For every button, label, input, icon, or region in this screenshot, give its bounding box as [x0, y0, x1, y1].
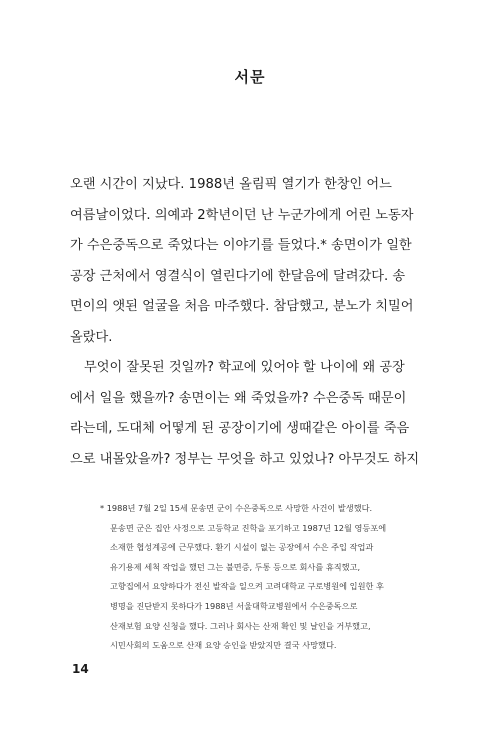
page-number: 14	[72, 662, 89, 676]
footnote	[100, 499, 410, 656]
footnote-line: * 1988년 7월 2일 15세 문송면 군이 수은중독으로 사망한 사건이 발생했다.	[100, 503, 373, 513]
text-line: 무엇이 잘못된 것일까? 학교에 있어야 할 나이에 왜 공장	[84, 360, 405, 375]
text-line: 여름날이었다. 의예과 2학년이던 난 누군가에게 어린 노동자	[70, 207, 414, 223]
footnote-line: 유기용제 세척 작업을 했던 그는 불면증, 두통 등으로 회사를 휴직했고,	[110, 561, 361, 572]
footnote-line: 병명을 진단받지 못하다가 1988년 서울대학교병원에서 수은중독으로	[110, 600, 358, 611]
footnote-line: 소재한 협성계공에 근무했다. 환기 시설이 없는 공장에서 수은 주입 작업과	[110, 542, 374, 553]
text-line: 라는데, 도대체 어떻게 된 공장이기에 생때같은 아이를 죽음	[70, 421, 410, 436]
text-line: 공장 근처에서 영결식이 열린다기에 한달음에 달려갔다. 송	[70, 268, 406, 284]
text-line: 오랜 시간이 지났다. 1988년 올림픽 열기가 한창인 어느	[70, 177, 392, 192]
footnote-line: 시민사회의 도움으로 산재 요양 승인을 받았지만 결국 사망했다.	[110, 640, 337, 651]
chapter-title: 서문	[234, 68, 266, 86]
text-line: 면이의 앳된 얼굴을 처음 마주했다. 참담했고, 분노가 치밀어	[70, 299, 414, 314]
text-line: 가 수은중독으로 죽었다는 이야기를 들었다.* 송면이가 일한	[70, 238, 412, 253]
text-line: 올랐다.	[70, 329, 113, 345]
text-line: 으로 내몰았을까? 정부는 무엇을 하고 있었나? 아무것도 하지	[70, 451, 420, 467]
text-line: 에서 일을 했을까? 송면이는 왜 죽었을까? 수은중독 때문이	[70, 390, 407, 406]
footnote-line: 고향집에서 요양하다가 전신 발작을 일으켜 고려대학교 구로병원에 입원한 후	[110, 581, 384, 592]
footnote-line: 문송면 군은 집안 사정으로 고등학교 진학을 포기하고 1987년 12월 영등포에	[110, 522, 387, 533]
footnote-line: 산재보험 요양 신청을 했다. 그러나 회사는 산재 확인 및 날인을 거부했고,	[110, 620, 371, 631]
body-text	[70, 170, 442, 475]
